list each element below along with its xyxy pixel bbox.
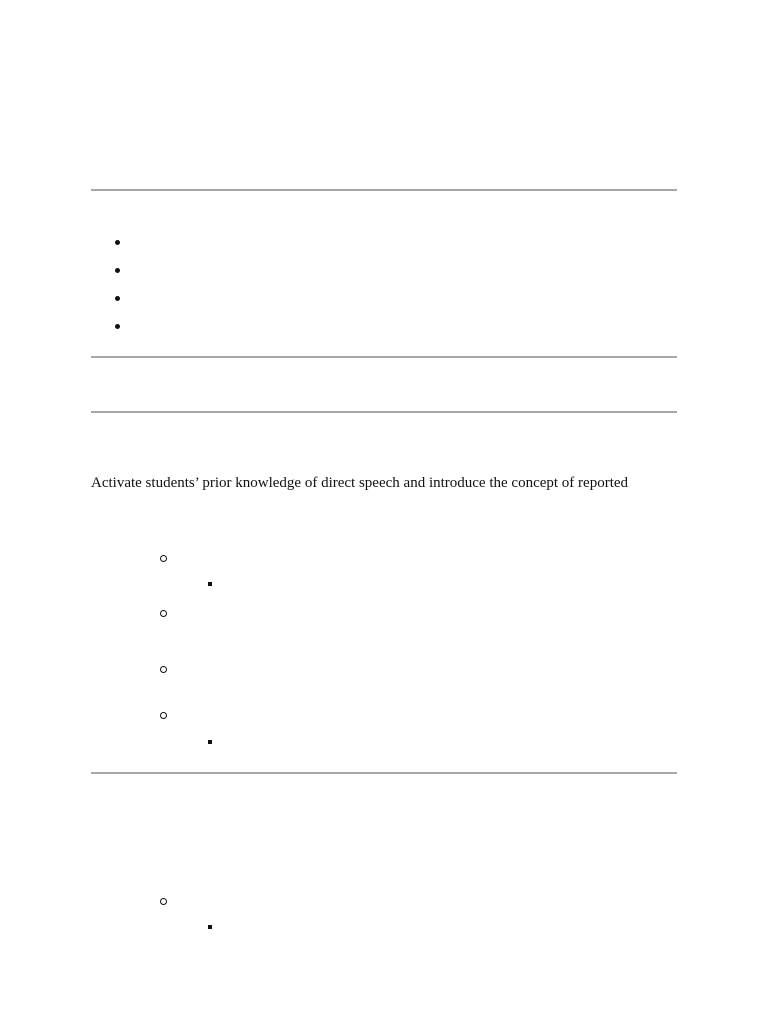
horizontal-rule	[91, 189, 677, 191]
disc-bullet-icon	[115, 268, 120, 273]
circle-bullet-icon	[160, 666, 167, 673]
disc-bullet-icon	[115, 296, 120, 301]
circle-bullet-icon	[160, 610, 167, 617]
disc-bullet-icon	[115, 324, 120, 329]
horizontal-rule	[91, 356, 677, 358]
horizontal-rule	[91, 772, 677, 774]
disc-bullet-icon	[115, 240, 120, 245]
circle-bullet-icon	[160, 898, 167, 905]
square-bullet-icon	[208, 925, 212, 929]
circle-bullet-icon	[160, 555, 167, 562]
activity-paragraph: Activate students’ prior knowledge of direct speech and introduce the concept of reported	[91, 475, 629, 491]
square-bullet-icon	[208, 582, 212, 586]
square-bullet-icon	[208, 740, 212, 744]
circle-bullet-icon	[160, 712, 167, 719]
horizontal-rule	[91, 411, 677, 413]
